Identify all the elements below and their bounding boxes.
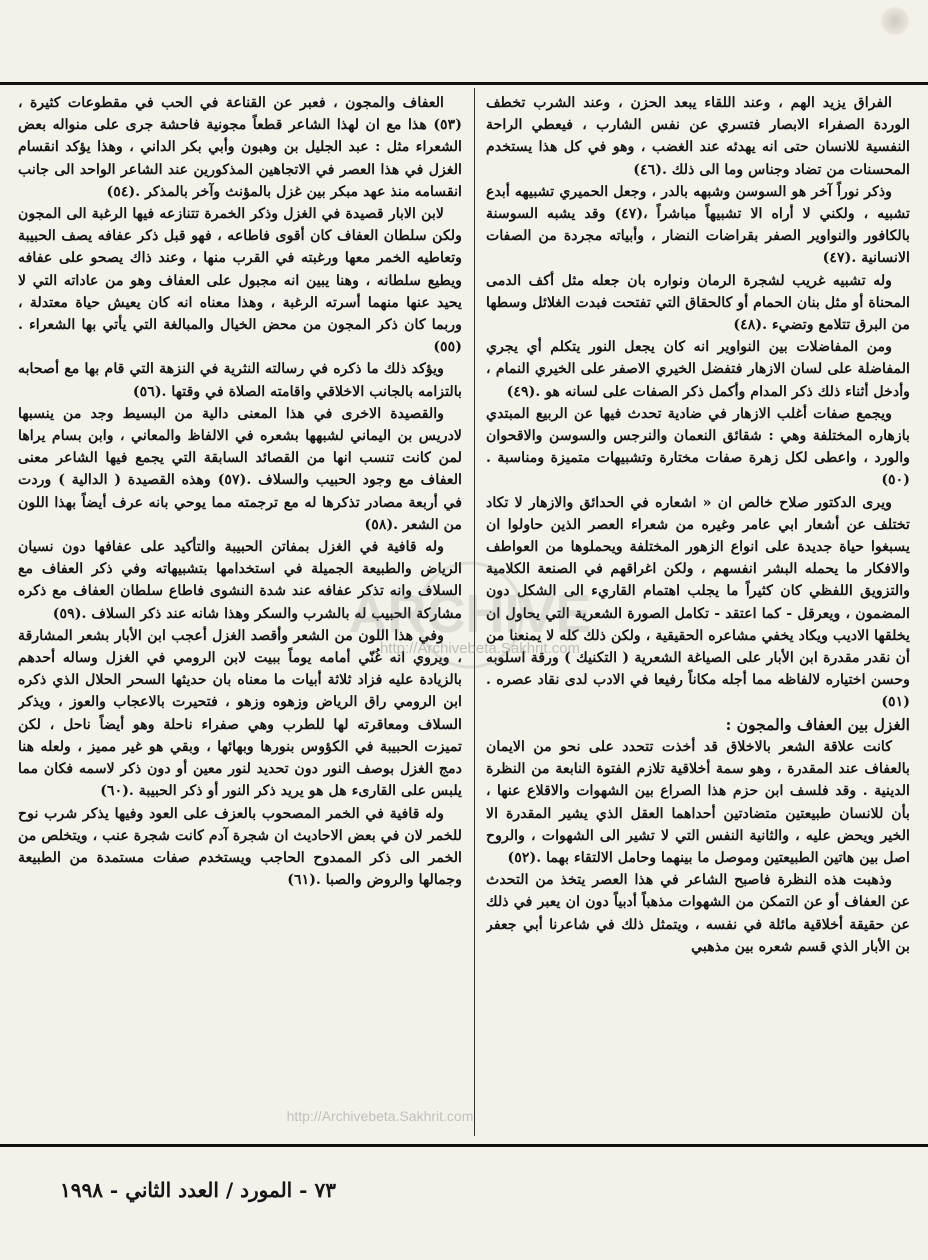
top-rule xyxy=(0,82,928,85)
paragraph: ويرى الدكتور صلاح خالص ان « اشعاره في الحدائق والازهار لا تكاد تختلف عن أشعار ابي عامر وغيره من شعراء العصر الذين حاولوا ان يسبغوا حياة جديدة على انواع الزهور المختلفة ويحملوها من العواطف والافكار ما يحمله البشر انفسهم ، ولكن اغراقهم في الصنعة الكلامية والتزويق اللفظي كان كثيراً ما يجلب اهتمام القاريء الى الشكل دون المضمون ، ويعرقل - كما اعتقد - تكامل الصورة الشعرية التي يحاول ان يخلقها الاديب ويكاد يخفي مشاعره الحقيقية ، ولكن ذلك كله لا يمنعنا من أن نقدر مقدرة ابن الأبار على الصياغة الشعرية ( التكنيك ) ورقة اسلوبه وحسن اختياره لالفاظه مما أجله مكاناً رفيعا في الادب لدى نقاد عصره .(٥١) xyxy=(486,494,910,711)
paragraph: وذهبت هذه النظرة فاصبح الشاعر في هذا العصر يتخذ من التحدث عن العفاف أو عن التمكن من الشهوات مذهباً أدبياً دون ان يعبر في ذلك عن حقيقة أخلاقية مائلة في نفسه ، ويتمثل ذلك في شاعرنا أبي جعفر بن الأبار الذي قسم شعره بين مذهبي xyxy=(486,872,910,955)
paragraph: وله قافية في الغزل بمفاتن الحبيبة والتأكيد على عفافها دون نسيان الرياض والطبيعة الجميلة في استخدامها بتشبيهاته وفي ذكر العفاف مع السلاف وانه تذكر عفافه عند شدة النشوى فاطاع سلطان العفاف مع ذكره مشاركة الحبيب له بالشرب والسكر وهذا شانه عند ذكر السلاف .(٥٩) xyxy=(18,539,462,622)
paragraph: والقصيدة الاخرى في هذا المعنى دالية من البسيط وجد من ينسبها لادريس بن اليماني لشبهها بشعره في الالفاظ والمعاني ، وابن بسام يراها لمن كانت تنسب انها من القصائد السابقة التي يجمع فيها الشاعر معنى العفاف مع وجود الحبيب والسلاف .(٥٧) وهذه القصيدة ( الدالية ) وردت في أربعة مصادر تذكرها له مع ترجمته مما يوحي بانه عرف أيضاً بهذا اللون من الشعر .(٥٨) xyxy=(18,405,462,533)
paragraph: ويؤكد ذلك ما ذكره في رسالته النثرية في النزهة التي قام بها مع أصحابه بالتزامه بالجانب الاخلاقي واقامته الصلاة في وقتها .(٥٦) xyxy=(18,361,462,400)
paragraph: العفاف والمجون ، فعبر عن القناعة في الحب في مقطوعات كثيرة ،(٥٣) هذا مع ان لهذا الشاعر قطعاً مجونية فاحشة جرى على منواله بعض الشعراء مثل : عبد الجليل بن وهبون وأبي بكر الداني ، وهذا يؤكد انقسام الغزل في هذا العصر في الاتجاهين المذكورين عند الشاعر الواحد الى جانب انقسامه منذ عهد مبكر بين غزل بالمؤنث وآخر بالمذكر .(٥٤) xyxy=(18,95,462,200)
scan-artifact xyxy=(880,6,910,36)
paragraph: لابن الابار قصيدة في الغزل وذكر الخمرة تتنازعه فيها الرغبة الى المجون ولكن سلطان العفاف كان أقوى فاطاعه ، فهو قبل ذكر عفافه يصف الحبيبة وتعاطيه الخمر معها ورغبته في القرب منها ، وعند ذاك يصحو على عفافه ويطيع سلطانه ، وهنا يبين انه مجبول على العفاف وهو من عاداته التي لا يحيد عنها منهما أسرته الرغبة ، وهذا معناه انه كان يعيش حياة معتدلة ، وربما كان ذكر المجون من محض الخيال والمبالغة التي يأتي بها الشعراء .(٥٥) xyxy=(18,206,462,356)
bottom-rule xyxy=(0,1144,928,1147)
left-column xyxy=(18,92,462,1134)
paragraph: وله قافية في الخمر المصحوب بالعزف على العود وفيها يذكر شرب نوح للخمر لان في بعض الاحاديث ان شجرة آدم كانت شجرة عنب ، ويتخلص من الخمر الى ذكر الممدوح الحاجب ويستخدم صفات مستمدة من الطبيعة وجمالها والروض والصبا .(٦١) xyxy=(18,805,462,889)
right-column xyxy=(486,92,910,1134)
paragraph: وله تشبيه غريب لشجرة الرمان ونواره بان جعله مثل أكف الدمى المحناة أو مثل بنان الحمام أو كالحقاق التي تفتحت فبدت الغلائل وسطها من البرق تتلامع وتضيء .(٤٨) xyxy=(486,272,910,334)
page-footer: ٧٣ - المورد / العدد الثاني - ١٩٩٨ xyxy=(60,1178,336,1202)
paragraph: كانت علاقة الشعر بالاخلاق قد أخذت تتحدد على نحو من الايمان بالعفاف عند المقدرة ، وهو سمة أخلاقية تلازم الفتوة النابعة من النظرة الدينية . وقد فلسف ابن حزم هذا الصراع بين الشهوات والاقلاع عنها ، بأن للانسان طبيعتين متضادتين أحداهما العقل الذي يشير المقدرة الا الخير ويحض عليه ، والثانية النفس التي لا تشير الى الشهوات ، والروح اصل بين هاتين الطبيعتين وموصل ما بينهما وحامل الالتقاء بهما .(٥٢) xyxy=(486,738,910,866)
paragraph: ومن المفاضلات بين النواوير انه كان يجعل النور يتكلم أي يجري المفاضلة على لسان الازهار فتفضل الخيري الاصفر على الخيري النمام ، وأدخل أثناء ذلك ذكر المدام وأكمل ذكر الصفات على لسانه هو .(٤٩) xyxy=(486,339,910,400)
column-divider xyxy=(474,88,475,1136)
watermark-logo-text: ARCHIVE xyxy=(348,584,592,644)
paragraph: وفي هذا اللون من الشعر وأقصد الغزل أعجب ابن الأبار بشعر المشارقة ، ويروي انه غُنّي أمامه يوماً ببيت لابن الرومي في الغزل وساله أحدهم بالزيادة عليه فزاد ثلاثة أبيات ما معناه بان حديثها السحر الحلال الذي ذكره ابن الرومي راق الرياض وزهوه وزهو ، فتحيرت بالاعجاب والعوز ، ويذكر السلاف ومعاقرته لها للطرب وهي صفراء ناحلة وهو أيضاً ناحل ، لكن تميزت الحبيبة في الكؤوس بنورها وبهائها ، وبقي هو غير مميز ، ولعله هنا دمج الغزل بوصف النور دون تحديد لنور معين أو دون ذكر لاسمه فكان مما يلبس على القارىء هل هو يريد ذكر النور أو ذكر الحبيبة .(٦٠) xyxy=(18,627,462,800)
paragraph: ويجمع صفات أغلب الازهار في ضادية تحدث فيها عن الربيع المبتدي بازهاره المختلفة وهي : شقائق النعمان والنرجس والسوسن والاقحوان والورد ، واعطى لكل زهرة صفات مختارة وتشبيهات متميزة ومناسبة .(٥٠) xyxy=(486,405,910,489)
paragraph: الفراق يزيد الهم ، وعند اللقاء يبعد الحزن ، وعند الشرب تخطف الوردة الصفراء الابصار فتسري عن نفس الشارب ، فيعطي الراحة النفسية للانسان حتى انه يهدئه عند الغضب ، وهو في كل هذا يستخدم المحسنات من تضاد وجناس وما الى ذلك .(٤٦) xyxy=(486,95,910,178)
paragraph: وذكر نوراً آخر هو السوسن وشبهه بالدر ، وجعل الحميري تشبيهه أبدع تشبيه ، ولكني لا أراه الا تشبيهاً مباشراً ،(٤٧) وقد يشبه السوسنة بالكافور والنواوير الصفر بقراضات النضار ، وأبياته مجردة من الصفات الانسانية .(٤٧) xyxy=(486,183,910,267)
watermark-url-center: http://Archivebeta.Sakhrit.com xyxy=(379,640,581,657)
watermark-url-bottom: http://Archivebeta.Sakhrit.com xyxy=(286,1108,474,1124)
section-heading: الغزل بين العفاف والمجون : xyxy=(725,714,910,734)
